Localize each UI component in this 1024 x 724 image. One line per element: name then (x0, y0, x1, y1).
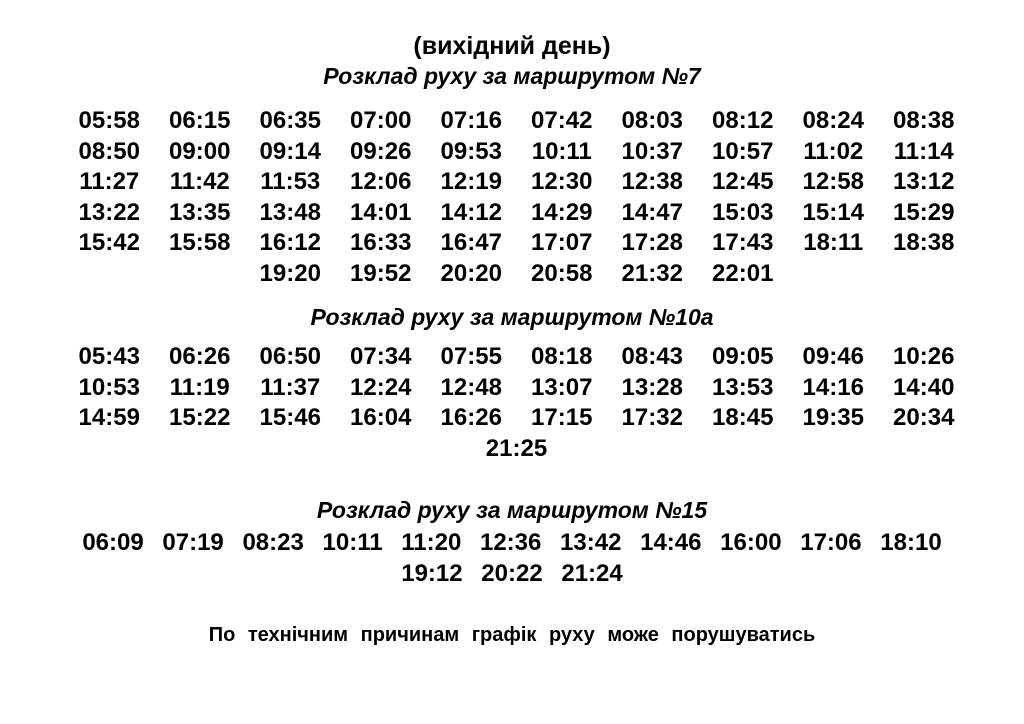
empty-cell (64, 434, 155, 465)
departure-time: 21:24 (561, 560, 623, 587)
departure-time: 07:42 (531, 107, 593, 134)
departure-time: 07:34 (350, 343, 412, 370)
route-10a-title: Розклад руху за маршрутом №10а (310, 304, 714, 330)
departure-time: 17:32 (621, 404, 683, 432)
departure-time: 19:52 (350, 259, 412, 287)
departure-time: 12:30 (531, 168, 593, 196)
departure-time: 16:26 (440, 404, 502, 432)
departure-time: 07:55 (440, 343, 502, 370)
departure-time: 15:58 (169, 229, 231, 257)
departure-time: 09:53 (440, 137, 502, 165)
departure-time: 13:42 (560, 529, 622, 556)
departure-time: 12:38 (621, 168, 683, 196)
departure-time: 12:06 (350, 168, 412, 196)
departure-time: 13:35 (169, 198, 231, 226)
departure-time: 16:47 (440, 229, 502, 257)
departure-time: 15:22 (169, 404, 231, 432)
departure-time: 13:53 (712, 373, 774, 401)
departure-time: 16:00 (720, 529, 782, 556)
departure-time: 17:07 (531, 229, 593, 257)
day-type-title: (вихідний день) (413, 32, 611, 60)
departure-time: 14:12 (440, 198, 502, 226)
departure-time: 11:02 (803, 137, 864, 165)
departure-time: 12:48 (440, 373, 502, 401)
departure-time: 11:37 (260, 373, 321, 401)
departure-time: 08:38 (893, 107, 955, 134)
departure-time: 10:11 (531, 137, 592, 165)
departure-time: 10:53 (78, 373, 140, 401)
departure-time: 13:07 (531, 373, 593, 401)
departure-time: 14:16 (802, 373, 864, 401)
departure-time: 06:09 (82, 529, 144, 556)
departure-time: 20:58 (531, 259, 593, 287)
departure-time: 11:27 (79, 168, 140, 196)
departure-time: 16:12 (259, 229, 321, 257)
route-10a-timetable (64, 342, 964, 464)
departure-time: 11:19 (169, 373, 230, 401)
departure-time: 09:05 (712, 343, 774, 370)
departure-time: 05:43 (78, 343, 140, 370)
departure-time: 11:20 (401, 529, 462, 556)
departure-time: 10:26 (893, 343, 955, 370)
departure-time: 18:45 (712, 404, 774, 432)
departure-time: 15:03 (712, 198, 774, 226)
departure-time: 14:59 (78, 404, 140, 432)
departure-time: 13:22 (78, 198, 140, 226)
departure-time: 14:47 (621, 198, 683, 226)
departure-time: 08:50 (78, 137, 140, 165)
departure-time: 06:26 (169, 343, 231, 370)
empty-cell (64, 259, 155, 290)
departure-time: 12:19 (440, 168, 502, 196)
disruption-notice: По технічним причинам графік руху може порушуватись (208, 624, 816, 646)
departure-time: 13:48 (259, 198, 321, 226)
departure-time: 14:29 (531, 198, 593, 226)
departure-time: 08:43 (621, 343, 683, 370)
departure-time: 14:40 (893, 373, 955, 401)
empty-cell (155, 434, 246, 465)
departure-time: 16:33 (350, 229, 412, 257)
departure-time: 20:34 (893, 404, 955, 432)
departure-time: 10:57 (712, 137, 774, 165)
departure-time: 08:03 (621, 107, 683, 134)
departure-time: 19:35 (802, 404, 864, 432)
departure-time: 17:15 (531, 404, 593, 432)
departure-time: 13:28 (621, 373, 683, 401)
departure-time: 16:04 (350, 404, 412, 432)
departure-time: 08:23 (242, 529, 304, 556)
route-7-title: Розклад руху за маршрутом №7 (323, 63, 701, 89)
departure-time: 11:42 (169, 168, 230, 196)
departure-time: 13:12 (893, 168, 955, 196)
departure-time: 15:29 (893, 198, 955, 226)
departure-time: 09:26 (350, 137, 412, 165)
departure-time: 11:14 (893, 137, 954, 165)
empty-cell (336, 434, 427, 465)
departure-time: 15:14 (802, 198, 864, 226)
departure-time: 14:01 (350, 198, 412, 226)
departure-time: 10:37 (621, 137, 683, 165)
departure-time: 12:58 (802, 168, 864, 196)
departure-time: 19:20 (259, 259, 321, 287)
departure-time: 07:19 (162, 529, 224, 556)
departure-time: 07:00 (350, 107, 412, 134)
departure-time: 18:38 (893, 229, 955, 257)
departure-time: 08:18 (531, 343, 593, 370)
departure-time: 18:10 (880, 529, 942, 556)
empty-cell (155, 259, 246, 290)
departure-time: 19:12 (401, 560, 463, 587)
route-15-timetable-row-1 (0, 528, 1024, 558)
departure-time: 12:36 (479, 529, 542, 556)
departure-time: 21:25 (485, 434, 548, 462)
departure-time: 08:12 (712, 107, 774, 134)
departure-time: 07:16 (440, 107, 502, 134)
departure-time: 14:46 (640, 529, 702, 556)
departure-time: 12:24 (350, 373, 412, 401)
departure-time: 09:14 (259, 137, 321, 165)
departure-time: 12:45 (712, 168, 774, 196)
departure-time: 15:46 (259, 404, 321, 432)
departure-time: 20:20 (440, 259, 502, 287)
departure-time: 06:35 (259, 107, 321, 134)
departure-time: 20:22 (481, 560, 543, 587)
departure-time: 17:06 (800, 529, 862, 556)
departure-time: 18:11 (803, 229, 864, 257)
departure-time: 10:11 (322, 529, 383, 556)
departure-time: 05:58 (78, 107, 140, 134)
departure-time: 15:42 (78, 229, 140, 257)
departure-time: 08:24 (802, 107, 864, 134)
departure-time: 09:00 (169, 137, 231, 165)
departure-time: 09:46 (802, 343, 864, 370)
departure-time: 11:53 (260, 168, 321, 196)
departure-time: 06:50 (259, 343, 321, 370)
departure-time: 17:43 (712, 229, 774, 257)
departure-time: 21:32 (621, 259, 683, 287)
departure-time: 06:15 (169, 107, 231, 134)
route-15-timetable-row-2 (0, 559, 1024, 589)
departure-time: 17:28 (621, 229, 683, 257)
empty-cell (245, 434, 336, 465)
route-7-timetable (64, 106, 964, 290)
route-15-title: Розклад руху за маршрутом №15 (316, 497, 708, 523)
departure-time: 22:01 (712, 259, 774, 287)
